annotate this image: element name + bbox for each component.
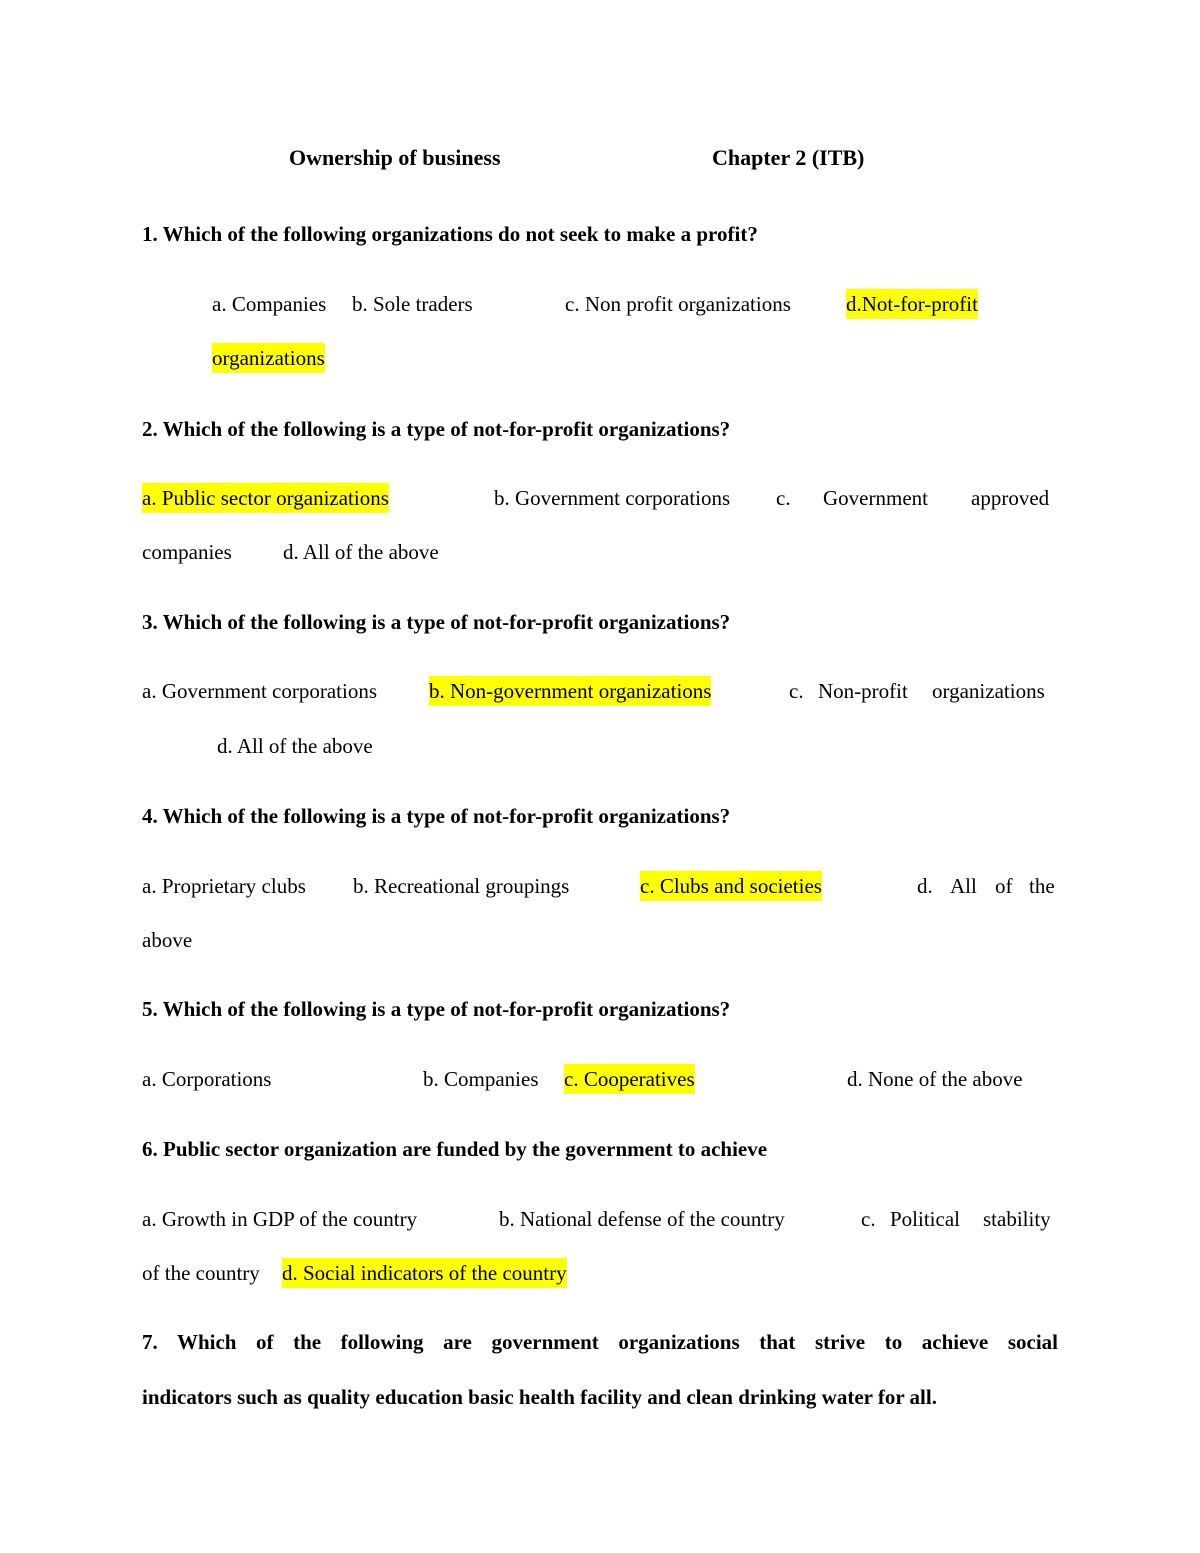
question-7-text-line2: indicators such as quality education basic health facility and clean drinking water for all. bbox=[142, 1385, 937, 1409]
q3-option-c-w1: c. bbox=[789, 679, 804, 703]
q3-option-c-w3: organizations bbox=[932, 679, 1045, 703]
q3-option-b-answer: b. Non-government organizations bbox=[429, 676, 711, 706]
q2-option-c-w4: companies bbox=[142, 540, 232, 564]
q1-option-a: a. Companies bbox=[212, 292, 327, 316]
q6-option-b: b. National defense of the country bbox=[499, 1207, 785, 1231]
q1-option-c: c. Non profit organizations bbox=[565, 292, 791, 316]
q6-option-a: a. Growth in GDP of the country bbox=[142, 1207, 418, 1231]
document-title: Ownership of business bbox=[289, 145, 501, 170]
q6-option-c-w3: stability bbox=[983, 1207, 1051, 1231]
q4-option-d-w2: All bbox=[950, 874, 977, 898]
q4-option-c-answer: c. Clubs and societies bbox=[640, 871, 822, 901]
q5-option-b: b. Companies bbox=[423, 1067, 539, 1091]
q6-option-d-answer: d. Social indicators of the country bbox=[282, 1258, 567, 1288]
question-7-text-line1: 7. Which of the following are government organizations that strive to achieve social bbox=[142, 1330, 1058, 1354]
q3-option-c-w2: Non-profit bbox=[818, 679, 908, 703]
q3-option-a: a. Government corporations bbox=[142, 679, 378, 703]
q2-option-b: b. Government corporations bbox=[494, 486, 731, 510]
question-4-text: 4. Which of the following is a type of not-for-profit organizations? bbox=[142, 804, 731, 828]
q2-option-d: d. All of the above bbox=[283, 540, 439, 564]
q5-option-d: d. None of the above bbox=[847, 1067, 1023, 1091]
q2-option-c-w2: Government bbox=[823, 486, 928, 510]
q6-option-c-w1: c. bbox=[861, 1207, 876, 1231]
q2-option-a-answer: a. Public sector organizations bbox=[142, 483, 389, 513]
q5-option-a: a. Corporations bbox=[142, 1067, 272, 1091]
q4-option-d-w5: above bbox=[142, 928, 193, 952]
question-2-text: 2. Which of the following is a type of not-for-profit organizations? bbox=[142, 417, 731, 441]
q2-option-c-w3: approved bbox=[971, 486, 1050, 510]
q4-option-d-w3: of bbox=[995, 874, 1013, 898]
q1-option-d-answer-cont: organizations bbox=[212, 343, 325, 373]
question-1-text: 1. Which of the following organizations do not seek to make a profit? bbox=[142, 222, 758, 246]
question-5-text: 5. Which of the following is a type of not-for-profit organizations? bbox=[142, 997, 731, 1021]
q4-option-a: a. Proprietary clubs bbox=[142, 874, 306, 898]
q5-option-c-answer: c. Cooperatives bbox=[564, 1064, 695, 1094]
question-3-text: 3. Which of the following is a type of not-for-profit organizations? bbox=[142, 610, 731, 634]
question-6-text: 6. Public sector organization are funded by the government to achieve bbox=[142, 1137, 768, 1161]
q1-option-b: b. Sole traders bbox=[352, 292, 473, 316]
chapter-label: Chapter 2 (ITB) bbox=[712, 145, 865, 170]
q6-option-c-w2: Political bbox=[890, 1207, 960, 1231]
q4-option-d-w1: d. bbox=[917, 874, 933, 898]
q4-option-d-w4: the bbox=[1029, 874, 1055, 898]
q3-option-d: d. All of the above bbox=[217, 734, 373, 758]
q4-option-b: b. Recreational groupings bbox=[353, 874, 570, 898]
q2-option-c-w1: c. bbox=[776, 486, 791, 510]
q1-option-d-answer: d.Not-for-profit bbox=[846, 289, 978, 319]
q6-option-c-w4: of the country bbox=[142, 1261, 260, 1285]
